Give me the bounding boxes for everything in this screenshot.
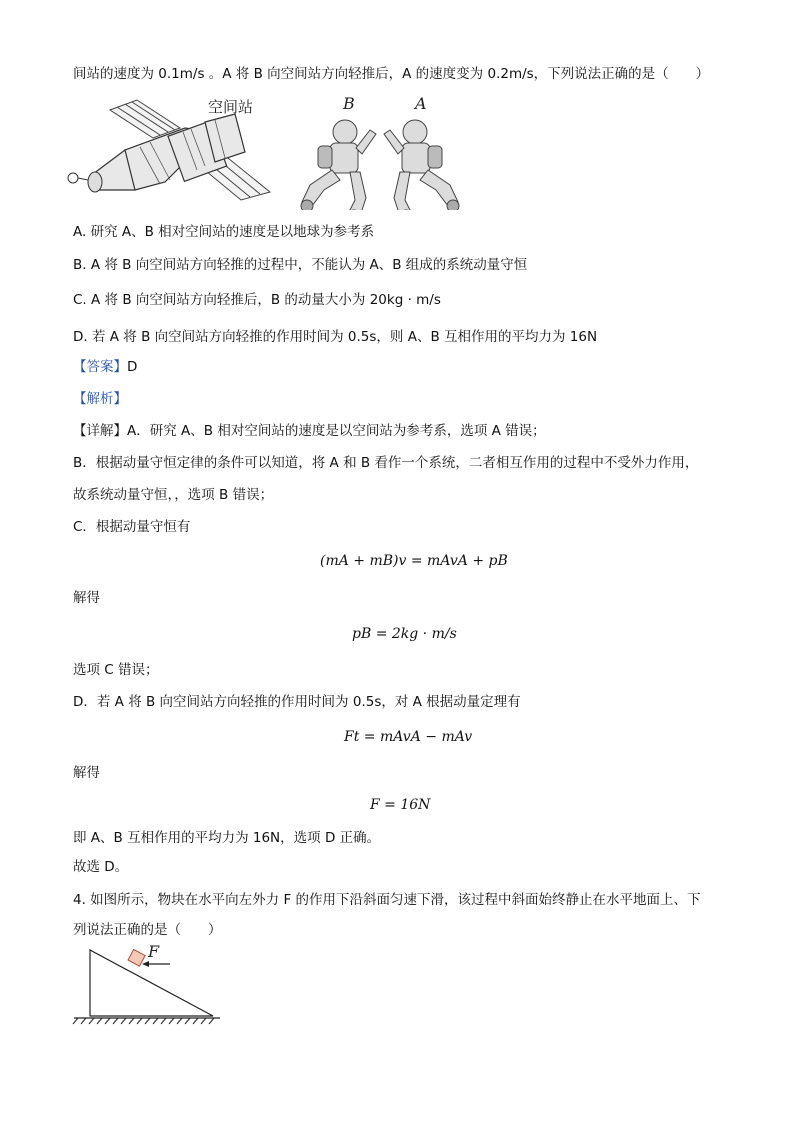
option-b: B. A 将 B 向空间站方向轻推的过程中，不能认为 A、B 组成的系统动量守恒 <box>73 257 528 273</box>
detail-d-line: D．若 A 将 B 向空间站方向轻推的作用时间为 0.5s，对 A 根据动量定理有 <box>73 694 521 710</box>
detail-c-line: C．根据动量守恒有 <box>73 519 191 535</box>
option-a: A. 研究 A、B 相对空间站的速度是以地球为参考系 <box>73 224 375 240</box>
answer-value: D <box>127 359 138 375</box>
detail-tag: 【详解】 <box>73 423 127 439</box>
equation-3-text: Ft = mAvA − mAv <box>344 729 473 745</box>
analysis-tag: 【解析】 <box>73 391 127 407</box>
option-c-wrong: 选项 C 错误； <box>73 662 159 678</box>
space-station-figure <box>65 92 465 210</box>
equation-momentum-conservation <box>320 551 508 571</box>
detail-a-line <box>73 421 546 441</box>
space-station-drawing <box>65 92 465 210</box>
astronaut-b-label: B <box>343 94 355 113</box>
question-4-line2: 列说法正确的是（ ） <box>73 922 222 938</box>
detail-b-line2: 故系统动量守恒，，选项 B 错误； <box>73 487 274 503</box>
astronaut-a-label: A <box>415 94 427 113</box>
answer-line <box>73 357 137 377</box>
equation-pb-result <box>352 624 457 644</box>
final-choice: 故选 D。 <box>73 859 129 875</box>
equation-1-text: (mA + mB)v = mAvA + pB <box>320 553 508 569</box>
detail-b-line1: B．根据动量守恒定律的条件可以知道，将 A 和 B 看作一个系统，二者相互作用的过程中不受外力作用， <box>73 455 699 471</box>
answer-tag: 【答案】 <box>73 359 127 375</box>
incline-figure <box>70 942 230 1027</box>
analysis-line <box>73 389 127 409</box>
solve-label-2: 解得 <box>73 765 100 781</box>
detail-a-text: A．研究 A、B 相对空间站的速度是以空间站为参考系，选项 A 错误； <box>127 423 546 439</box>
question-4-line1: 4. 如图所示，物块在水平向左外力 F 的作用下沿斜面匀速下滑，该过程中斜面始终静止在水平地面上、下 <box>73 892 701 908</box>
option-d-correct: 即 A、B 互相作用的平均力为 16N，选项 D 正确。 <box>73 830 381 846</box>
solve-label-1: 解得 <box>73 590 100 606</box>
equation-4-text: F = 16N <box>370 797 431 813</box>
equation-force-result <box>370 795 430 815</box>
question-stem-continued: 间站的速度为 0.1m/s 。A 将 B 向空间站方向轻推后，A 的速度变为 0.2m/s，下列说法正确的是（ ） <box>73 66 710 82</box>
equation-2-text: pB = 2kg · m/s <box>352 626 457 642</box>
option-d: D. 若 A 将 B 向空间站方向轻推的作用时间为 0.5s，则 A、B 互相作用的平均力为 16N <box>73 329 598 345</box>
option-c: C. A 将 B 向空间站方向轻推后，B 的动量大小为 20kg · m/s <box>73 292 441 308</box>
force-f-label: F <box>148 942 160 961</box>
equation-impulse <box>344 727 472 747</box>
space-station-label: 空间站 <box>208 98 254 116</box>
